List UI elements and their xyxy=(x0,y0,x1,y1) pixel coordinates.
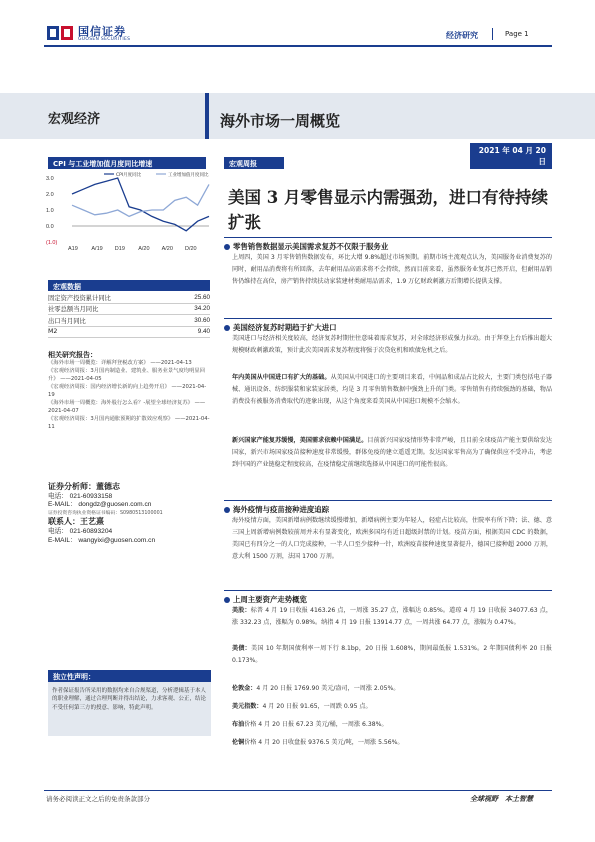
bullet-icon xyxy=(224,507,230,513)
analyst-phone: 电话： 021-60933158 xyxy=(48,492,113,500)
header-separator xyxy=(492,28,493,40)
logo-text: 国信证券 xyxy=(78,25,126,38)
section-rule xyxy=(224,237,552,238)
report-date: 2021 年 04 月 20 日 xyxy=(470,143,552,169)
section-2-paragraph-2: 年内美国从中国进口有扩大的基础。从美国从中国进口的主要项目来看，中间品和成品占比较大，主要门类包括电子器械、通讯设备、纺织服装和家装家居类，均是 3 月零售销售数据中强劲上升的门类。零售销售有持续强劲的基础，物品消费没有被服务消费取代的迹象出现，从这个角度来看美国从中国进口规模不会缩水。 xyxy=(232,374,553,405)
report-link[interactable]: 《海外市场一周概览：海外股行怎么看？-展望全球经济复苏》 ——2021-04-07 xyxy=(48,400,206,414)
section-2-paragraph-1: 美国进口与经济相关度较高，经济复苏时期往往意味着需求复苏，对全球经济形成强力拉动。由于拜登上台后推出超大规模财政刺激政策，预计此次美国需求复苏程度将强于次贷危机和欧债危机之后。 xyxy=(232,335,552,354)
analyst-name: 董德志 xyxy=(96,482,120,491)
dollar-index-paragraph: 美元指数：4 月 20 日报 91.65，一周跌 0.95 点。 xyxy=(232,703,372,710)
report-link[interactable]: 《宏观经济周报：3月国内通胀预期的扩散效应观察》 ——2021-04-11 xyxy=(48,415,210,430)
us-stocks-paragraph: 美股：标普 4 月 19 日收报 4163.26 点，一周涨 35.27 点，涨幅达 0.85%。道琼 4 月 19 日收报 34077.63 点，涨 332.23 点，涨幅为 0.98%。纳指 4 月 19 日报 13914.77 点，一周共涨 64.77 点，涨幅为 0.47%。 xyxy=(232,607,552,626)
analyst-email[interactable]: E-MAIL： dongdz@guosen.com.cn xyxy=(48,501,152,509)
section-heading-4: 上周主要资产走势概览 xyxy=(224,594,307,605)
section-rule xyxy=(224,590,552,591)
macro-data-table xyxy=(48,292,210,338)
y-tick-label: 2.0 xyxy=(46,192,54,198)
section-2-lead: 新兴国家产能复苏缓慢，美国需求依赖中国满足。 xyxy=(232,437,368,444)
copper-paragraph: 伦铜价格 4 月 20 日收盘报 9376.5 美元/吨，一周涨 5.56%。 xyxy=(232,739,404,746)
macro-label: M2 xyxy=(48,328,58,336)
brent-paragraph: 布油价格 4 月 20 日报 67.23 美元/桶，一周涨 6.38%。 xyxy=(232,721,388,728)
section-rule xyxy=(224,318,552,319)
weekly-tag: 宏观周报 xyxy=(224,157,284,169)
legend-label: CPI月度同比 xyxy=(116,173,142,178)
contact-email[interactable]: E-MAIL： wangyixi@guosen.com.cn xyxy=(48,536,156,544)
section-2-paragraph-3: 新兴国家产能复苏缓慢，美国需求依赖中国满足。目前新兴国家疫情形势非常严峻，且目前全球疫苗产能主要供给发达国家，新兴市场国家疫苗接种速度非常缓慢，群体免疫的建立遥遥无期。发达国家零售高为了确保供应不受冲击，考虑到中国的产业链稳定程度较高，在疫情稳定前继续选择从中国进口的可能性很高。 xyxy=(232,437,553,468)
cpi-industry-chart xyxy=(44,170,214,262)
analyst-label: 证券分析师： xyxy=(48,482,96,491)
related-reports-list xyxy=(48,360,211,432)
series-line xyxy=(72,184,209,216)
section-heading-2: 美国经济复苏时期趋于扩大进口 xyxy=(224,322,336,333)
contact-name: 王艺熹 xyxy=(80,517,104,527)
macro-label: 出口当月同比 xyxy=(48,317,86,325)
y-tick-label: 1.0 xyxy=(46,208,54,214)
x-tick-label: D19 xyxy=(114,246,125,252)
series-title: 海外市场一周概览 xyxy=(220,112,341,130)
macro-data-title: 宏观数据 xyxy=(48,280,210,291)
x-tick-label: A/20 xyxy=(138,246,150,252)
series-line xyxy=(72,178,209,231)
y-tick-label: 3.0 xyxy=(46,176,54,182)
macro-row xyxy=(48,327,210,339)
report-link[interactable]: 《海外市场一周概览：详解拜登税改方案》 ——2021-04-13 xyxy=(48,360,192,366)
bullet-icon xyxy=(224,244,230,250)
us-bonds-paragraph: 美债：美国 10 年期国债利率一周下行 8.1bp，20 日报 1.608%，期间最低报 1.531%。2 年期国债利率 20 日报 0.173%。 xyxy=(232,645,552,664)
macro-value: 25.60 xyxy=(194,293,210,301)
analyst-block xyxy=(48,483,213,545)
footer-slogan: 全球视野 本土智慧 xyxy=(470,795,533,803)
x-tick-label: D/20 xyxy=(185,246,197,252)
report-link[interactable]: 《宏观经济周报：3月国内制造业、建筑业、服务业景气度均明显回升》 ——2021-04-05 xyxy=(48,368,205,382)
legend-label: 工业增加值月度同比 xyxy=(168,173,209,178)
section-2-lead: 年内美国从中国进口有扩大的基础。 xyxy=(232,374,331,381)
report-link[interactable]: 《宏观经济周报：国内经济增长新的向上趋势开启》 ——2021-04-19 xyxy=(48,384,207,398)
x-tick-label: A19 xyxy=(68,246,78,252)
y-tick-label: (1.0) xyxy=(46,240,58,246)
section-1-paragraph: 上周四，美国 3 月零售销售数据发布，环比大增 9.8%超过市场预期。前期市场主流观点认为，美国服务业消费复苏的同时，耐用品消费将有所回落，去年耐用品高需求将不会持续，然而目前来看，虽然服务业复苏已然开启，但耐用品销售仍维持在高位，房产销售持续扶动家装建材类耐用品需求，1.9 万亿财政刺激方后期增长提供支撑。 xyxy=(232,254,552,285)
y-tick-label: 0.0 xyxy=(46,224,54,230)
x-tick-label: A/20 xyxy=(161,246,173,252)
related-reports-title: 相关研究报告： xyxy=(48,351,97,359)
independence-title: 独立性声明： xyxy=(48,670,211,682)
report-title: 美国 3 月零售显示内需强劲，进口有待持续扩张 xyxy=(228,188,548,232)
macro-value: 9.40 xyxy=(197,328,210,336)
macro-label: 社零总额当月同比 xyxy=(48,306,99,314)
contact-phone: 电话： 021-60893204 xyxy=(48,527,113,535)
category-label: 宏观经济 xyxy=(48,112,101,127)
page-number: Page 1 xyxy=(505,30,529,38)
macro-row xyxy=(48,315,210,327)
bullet-icon xyxy=(224,597,230,603)
independence-text: 作者保证报告所采用的数据均来自合规渠道，分析逻辑基于本人的职业理解，通过合理判断并得出结论，力求客观、公正，结论不受任何第三方的授意、影响，特此声明。 xyxy=(52,688,207,711)
section-heading-1: 零售销售数据显示美国需求复苏不仅限于服务业 xyxy=(224,241,388,252)
macro-row xyxy=(48,304,210,316)
chart-title: CPI 与工业增加值月度同比增速 xyxy=(48,157,206,169)
macro-value: 34.20 xyxy=(194,305,210,313)
title-band-separator xyxy=(205,93,209,139)
analyst-cert: 证券投资咨询执业资格证书编码：S0980513100001 xyxy=(48,510,163,516)
macro-value: 30.60 xyxy=(194,316,210,324)
contact-label: 联系人： xyxy=(48,517,80,527)
gold-paragraph: 伦敦金：4 月 20 日报 1769.90 美元/盎司，一周涨 2.05%。 xyxy=(232,685,400,692)
section-rule xyxy=(224,500,552,501)
macro-row xyxy=(48,292,210,304)
logo-subtext: GUOSEN SECURITIES xyxy=(78,37,131,42)
report-type: 经济研究 xyxy=(446,31,478,40)
section-3-paragraph: 海外疫情方面，美国新增病例数继续缓慢增加，新增病例主要为年轻人，轻症占比较高，住院率有所下降；法、德、意三国上周新增病例数较前周并未有显著变化，欧洲多国均有近日超级封禁的计划。疫苗方面，根据美国 CDC 的数据，美国已有四分之一的人口完成接种，一半人口至少接种一针，欧洲疫苗接种速度显著提升，德国已接种超 2000 万剂，意大利 1500 万剂，法国 1700 万剂。 xyxy=(232,517,552,560)
header-rule xyxy=(44,45,552,47)
bullet-icon xyxy=(224,325,230,331)
footer-disclaimer: 请务必阅读正文之后的免责条款部分 xyxy=(46,795,150,803)
guosen-logo-icon xyxy=(46,23,74,43)
x-tick-label: A/19 xyxy=(91,246,103,252)
section-heading-3: 海外疫情与疫苗接种进度追踪 xyxy=(224,504,329,515)
macro-label: 固定资产投资累计同比 xyxy=(48,294,111,302)
footer-rule xyxy=(44,790,552,791)
